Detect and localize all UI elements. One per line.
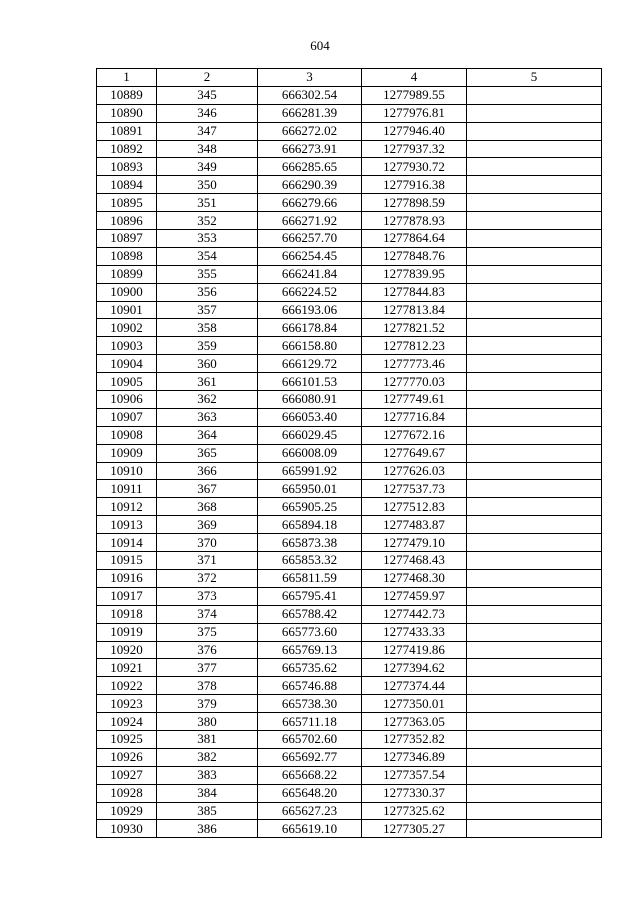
point-id-cell: 10929 [97,802,157,820]
point-id-cell: 10924 [97,713,157,731]
note-cell [467,534,602,552]
x-coordinate-cell: 665619.10 [258,820,362,838]
note-cell [467,140,602,158]
note-cell [467,122,602,140]
x-coordinate-cell: 665853.32 [258,552,362,570]
vertex-number-cell: 363 [157,408,258,426]
table-row [97,587,602,605]
vertex-number-cell: 371 [157,552,258,570]
y-coordinate-cell: 1277394.62 [362,659,467,677]
vertex-number-cell: 364 [157,426,258,444]
table-row [97,820,602,838]
table-row [97,426,602,444]
y-coordinate-cell: 1277468.30 [362,569,467,587]
note-cell [467,784,602,802]
point-id-cell: 10928 [97,784,157,802]
point-id-cell: 10899 [97,265,157,283]
table-row [97,194,602,212]
table-row [97,301,602,319]
table-row [97,140,602,158]
y-coordinate-cell: 1277325.62 [362,802,467,820]
x-coordinate-cell: 666285.65 [258,158,362,176]
point-id-cell: 10891 [97,122,157,140]
point-id-cell: 10922 [97,677,157,695]
x-coordinate-cell: 666290.39 [258,176,362,194]
point-id-cell: 10894 [97,176,157,194]
y-coordinate-cell: 1277878.93 [362,212,467,230]
point-id-cell: 10906 [97,391,157,409]
y-coordinate-cell: 1277419.86 [362,641,467,659]
x-coordinate-cell: 665692.77 [258,748,362,766]
table-row [97,158,602,176]
note-cell [467,659,602,677]
note-cell [467,516,602,534]
x-coordinate-cell: 665735.62 [258,659,362,677]
y-coordinate-cell: 1277442.73 [362,605,467,623]
y-coordinate-cell: 1277357.54 [362,766,467,784]
table-row [97,516,602,534]
table-row [97,265,602,283]
vertex-number-cell: 379 [157,695,258,713]
point-id-cell: 10926 [97,748,157,766]
x-coordinate-cell: 666257.70 [258,230,362,248]
x-coordinate-cell: 665668.22 [258,766,362,784]
vertex-number-cell: 360 [157,355,258,373]
table-row [97,230,602,248]
y-coordinate-cell: 1277813.84 [362,301,467,319]
y-coordinate-cell: 1277512.83 [362,498,467,516]
vertex-number-cell: 372 [157,569,258,587]
x-coordinate-cell: 665795.41 [258,587,362,605]
vertex-number-cell: 347 [157,122,258,140]
note-cell [467,480,602,498]
point-id-cell: 10917 [97,587,157,605]
point-id-cell: 10921 [97,659,157,677]
x-coordinate-cell: 665702.60 [258,730,362,748]
y-coordinate-cell: 1277350.01 [362,695,467,713]
y-coordinate-cell: 1277346.89 [362,748,467,766]
note-cell [467,86,602,104]
point-id-cell: 10909 [97,444,157,462]
table-row [97,391,602,409]
coordinates-table [96,68,602,838]
table-row [97,480,602,498]
y-coordinate-cell: 1277864.64 [362,230,467,248]
note-cell [467,247,602,265]
x-coordinate-cell: 666193.06 [258,301,362,319]
table-row [97,462,602,480]
note-cell [467,462,602,480]
note-cell [467,498,602,516]
note-cell [467,641,602,659]
table-row [97,86,602,104]
x-coordinate-cell: 666224.52 [258,283,362,301]
header-cell-5: 5 [467,69,602,87]
x-coordinate-cell: 665811.59 [258,569,362,587]
x-coordinate-cell: 666008.09 [258,444,362,462]
vertex-number-cell: 361 [157,373,258,391]
y-coordinate-cell: 1277930.72 [362,158,467,176]
vertex-number-cell: 381 [157,730,258,748]
point-id-cell: 10914 [97,534,157,552]
note-cell [467,766,602,784]
point-id-cell: 10904 [97,355,157,373]
x-coordinate-cell: 665738.30 [258,695,362,713]
x-coordinate-cell: 665711.18 [258,713,362,731]
table-row [97,784,602,802]
y-coordinate-cell: 1277537.73 [362,480,467,498]
x-coordinate-cell: 666129.72 [258,355,362,373]
table-row [97,730,602,748]
note-cell [467,265,602,283]
note-cell [467,802,602,820]
note-cell [467,748,602,766]
table-row [97,122,602,140]
y-coordinate-cell: 1277716.84 [362,408,467,426]
point-id-cell: 10918 [97,605,157,623]
vertex-number-cell: 359 [157,337,258,355]
table-row [97,283,602,301]
page-number: 604 [310,38,330,53]
y-coordinate-cell: 1277976.81 [362,104,467,122]
x-coordinate-cell: 665648.20 [258,784,362,802]
table-row [97,695,602,713]
vertex-number-cell: 352 [157,212,258,230]
vertex-number-cell: 356 [157,283,258,301]
y-coordinate-cell: 1277916.38 [362,176,467,194]
note-cell [467,730,602,748]
table-row [97,623,602,641]
x-coordinate-cell: 665769.13 [258,641,362,659]
table-row [97,713,602,731]
point-id-cell: 10930 [97,820,157,838]
point-id-cell: 10915 [97,552,157,570]
note-cell [467,391,602,409]
header-row [97,69,602,87]
table-row [97,569,602,587]
y-coordinate-cell: 1277821.52 [362,319,467,337]
table-row [97,319,602,337]
vertex-number-cell: 350 [157,176,258,194]
point-id-cell: 10907 [97,408,157,426]
table-row [97,641,602,659]
note-cell [467,623,602,641]
y-coordinate-cell: 1277672.16 [362,426,467,444]
vertex-number-cell: 377 [157,659,258,677]
vertex-number-cell: 384 [157,784,258,802]
note-cell [467,605,602,623]
x-coordinate-cell: 665950.01 [258,480,362,498]
y-coordinate-cell: 1277363.05 [362,713,467,731]
table-row [97,444,602,462]
table-row [97,677,602,695]
point-id-cell: 10920 [97,641,157,659]
y-coordinate-cell: 1277459.97 [362,587,467,605]
note-cell [467,426,602,444]
table-header [97,69,602,87]
vertex-number-cell: 370 [157,534,258,552]
x-coordinate-cell: 666254.45 [258,247,362,265]
x-coordinate-cell: 665905.25 [258,498,362,516]
vertex-number-cell: 346 [157,104,258,122]
header-cell-4: 4 [362,69,467,87]
vertex-number-cell: 382 [157,748,258,766]
y-coordinate-cell: 1277626.03 [362,462,467,480]
vertex-number-cell: 365 [157,444,258,462]
point-id-cell: 10919 [97,623,157,641]
vertex-number-cell: 348 [157,140,258,158]
vertex-number-cell: 357 [157,301,258,319]
table-row [97,212,602,230]
header-cell-1: 1 [97,69,157,87]
table-row [97,337,602,355]
note-cell [467,212,602,230]
x-coordinate-cell: 666273.91 [258,140,362,158]
x-coordinate-cell: 665773.60 [258,623,362,641]
point-id-cell: 10902 [97,319,157,337]
note-cell [467,552,602,570]
vertex-number-cell: 380 [157,713,258,731]
note-cell [467,713,602,731]
note-cell [467,820,602,838]
y-coordinate-cell: 1277433.33 [362,623,467,641]
y-coordinate-cell: 1277937.32 [362,140,467,158]
note-cell [467,695,602,713]
note-cell [467,283,602,301]
note-cell [467,230,602,248]
note-cell [467,355,602,373]
note-cell [467,373,602,391]
vertex-number-cell: 358 [157,319,258,337]
x-coordinate-cell: 666281.39 [258,104,362,122]
point-id-cell: 10912 [97,498,157,516]
table-row [97,355,602,373]
vertex-number-cell: 369 [157,516,258,534]
table-row [97,247,602,265]
x-coordinate-cell: 665627.23 [258,802,362,820]
vertex-number-cell: 386 [157,820,258,838]
point-id-cell: 10923 [97,695,157,713]
table-row [97,766,602,784]
point-id-cell: 10916 [97,569,157,587]
y-coordinate-cell: 1277812.23 [362,337,467,355]
point-id-cell: 10893 [97,158,157,176]
x-coordinate-cell: 666272.02 [258,122,362,140]
point-id-cell: 10901 [97,301,157,319]
note-cell [467,158,602,176]
table-body [97,86,602,837]
x-coordinate-cell: 665746.88 [258,677,362,695]
point-id-cell: 10898 [97,247,157,265]
x-coordinate-cell: 666101.53 [258,373,362,391]
vertex-number-cell: 373 [157,587,258,605]
point-id-cell: 10900 [97,283,157,301]
y-coordinate-cell: 1277352.82 [362,730,467,748]
x-coordinate-cell: 666271.92 [258,212,362,230]
x-coordinate-cell: 666053.40 [258,408,362,426]
y-coordinate-cell: 1277330.37 [362,784,467,802]
x-coordinate-cell: 665894.18 [258,516,362,534]
vertex-number-cell: 354 [157,247,258,265]
note-cell [467,104,602,122]
point-id-cell: 10908 [97,426,157,444]
table-row [97,802,602,820]
point-id-cell: 10896 [97,212,157,230]
vertex-number-cell: 375 [157,623,258,641]
y-coordinate-cell: 1277839.95 [362,265,467,283]
vertex-number-cell: 383 [157,766,258,784]
point-id-cell: 10927 [97,766,157,784]
point-id-cell: 10911 [97,480,157,498]
point-id-cell: 10903 [97,337,157,355]
table-row [97,534,602,552]
header-cell-2: 2 [157,69,258,87]
note-cell [467,677,602,695]
note-cell [467,569,602,587]
x-coordinate-cell: 666029.45 [258,426,362,444]
y-coordinate-cell: 1277844.83 [362,283,467,301]
y-coordinate-cell: 1277946.40 [362,122,467,140]
note-cell [467,319,602,337]
vertex-number-cell: 385 [157,802,258,820]
y-coordinate-cell: 1277374.44 [362,677,467,695]
table-row [97,659,602,677]
x-coordinate-cell: 666178.84 [258,319,362,337]
note-cell [467,194,602,212]
table-row [97,373,602,391]
y-coordinate-cell: 1277749.61 [362,391,467,409]
note-cell [467,444,602,462]
point-id-cell: 10889 [97,86,157,104]
x-coordinate-cell: 665873.38 [258,534,362,552]
point-id-cell: 10892 [97,140,157,158]
point-id-cell: 10910 [97,462,157,480]
y-coordinate-cell: 1277848.76 [362,247,467,265]
y-coordinate-cell: 1277468.43 [362,552,467,570]
note-cell [467,587,602,605]
vertex-number-cell: 349 [157,158,258,176]
vertex-number-cell: 374 [157,605,258,623]
table-row [97,748,602,766]
y-coordinate-cell: 1277479.10 [362,534,467,552]
table-row [97,176,602,194]
note-cell [467,301,602,319]
x-coordinate-cell: 665788.42 [258,605,362,623]
x-coordinate-cell: 665991.92 [258,462,362,480]
vertex-number-cell: 353 [157,230,258,248]
vertex-number-cell: 368 [157,498,258,516]
note-cell [467,176,602,194]
y-coordinate-cell: 1277483.87 [362,516,467,534]
table-row [97,104,602,122]
note-cell [467,408,602,426]
table-row [97,552,602,570]
y-coordinate-cell: 1277770.03 [362,373,467,391]
point-id-cell: 10905 [97,373,157,391]
vertex-number-cell: 378 [157,677,258,695]
vertex-number-cell: 366 [157,462,258,480]
x-coordinate-cell: 666302.54 [258,86,362,104]
vertex-number-cell: 345 [157,86,258,104]
vertex-number-cell: 351 [157,194,258,212]
point-id-cell: 10925 [97,730,157,748]
x-coordinate-cell: 666158.80 [258,337,362,355]
table-row [97,498,602,516]
x-coordinate-cell: 666241.84 [258,265,362,283]
y-coordinate-cell: 1277989.55 [362,86,467,104]
vertex-number-cell: 355 [157,265,258,283]
vertex-number-cell: 376 [157,641,258,659]
point-id-cell: 10895 [97,194,157,212]
y-coordinate-cell: 1277305.27 [362,820,467,838]
table-row [97,408,602,426]
point-id-cell: 10897 [97,230,157,248]
x-coordinate-cell: 666279.66 [258,194,362,212]
y-coordinate-cell: 1277649.67 [362,444,467,462]
point-id-cell: 10913 [97,516,157,534]
y-coordinate-cell: 1277898.59 [362,194,467,212]
vertex-number-cell: 362 [157,391,258,409]
table-row [97,605,602,623]
header-cell-3: 3 [258,69,362,87]
note-cell [467,337,602,355]
y-coordinate-cell: 1277773.46 [362,355,467,373]
point-id-cell: 10890 [97,104,157,122]
vertex-number-cell: 367 [157,480,258,498]
x-coordinate-cell: 666080.91 [258,391,362,409]
